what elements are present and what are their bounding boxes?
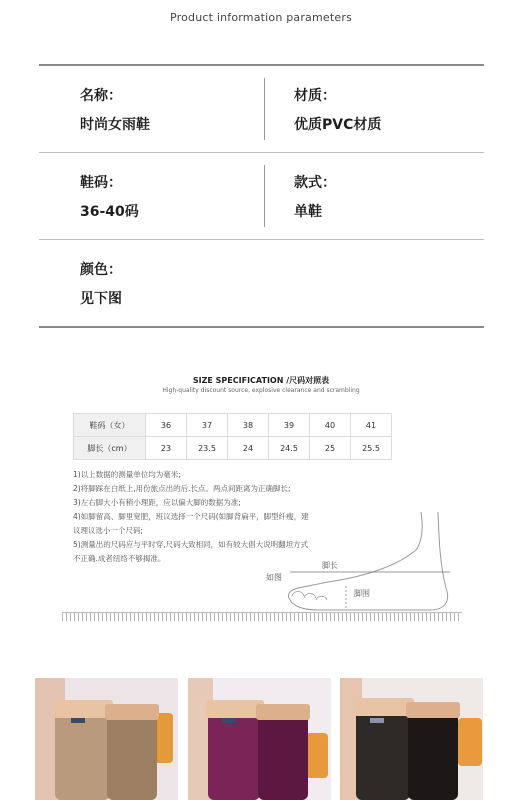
bottom-rule <box>39 326 484 328</box>
note-line: 3)左右脚大小有稍小理距，应以偏大脚的数据为准; <box>73 498 241 507</box>
note-line: 2)将脚踩在白纸上,用份旅点出的后.长点。两点间距离为正确脚长; <box>73 484 291 493</box>
note-line: 5)测量出的尺码应与平时穿,尺码大致相同，如有较大倡大说明翻坦方式 <box>73 540 309 549</box>
param-value: 36-40码 <box>80 204 139 220</box>
param-style <box>294 173 336 222</box>
boot-photo-purple <box>188 678 331 800</box>
table-cell: 24 <box>228 437 269 460</box>
toe-outline <box>292 592 327 601</box>
param-value: 单鞋 <box>294 204 322 220</box>
param-name <box>80 86 150 135</box>
product-params-table <box>39 64 484 328</box>
boot-photo-khaki <box>35 678 178 800</box>
params-row-3 <box>39 240 484 326</box>
table-cell: 41 <box>351 414 392 437</box>
table-row <box>74 437 392 460</box>
ruler-ticks <box>62 613 462 621</box>
note-line: 议理议选小一个尺码; <box>73 526 144 535</box>
foot-measure-diagram <box>258 510 458 620</box>
column-divider <box>264 165 265 227</box>
table-cell: 23.5 <box>187 437 228 460</box>
param-color <box>80 260 122 309</box>
table-row <box>74 414 392 437</box>
param-material <box>294 86 381 135</box>
photo-boot-purple[interactable] <box>188 678 331 800</box>
param-value: 时尚女雨鞋 <box>80 117 150 133</box>
column-divider <box>264 78 265 140</box>
params-row-1 <box>39 66 484 152</box>
param-label: 名称： <box>80 88 122 104</box>
table-cell: 40 <box>310 414 351 437</box>
table-cell: 38 <box>228 414 269 437</box>
param-label: 材质： <box>294 88 336 104</box>
product-photos <box>35 678 487 800</box>
table-cell: 39 <box>269 414 310 437</box>
note-line: 1)以上数据的测量单位均为毫米; <box>73 470 181 479</box>
param-label: 颜色： <box>80 262 122 278</box>
size-table <box>73 413 392 460</box>
note-line: 4)如脚留高、脚里宽肥，班议选择一个尺码(如脚背扁平，脚型纤瘦，建 <box>73 512 309 521</box>
table-row-header: 脚长（cm） <box>74 437 146 460</box>
size-spec-title: SIZE SPECIFICATION /尺码对照表 <box>192 376 330 385</box>
table-cell: 25 <box>310 437 351 460</box>
param-label: 鞋码： <box>80 175 122 191</box>
param-value: 见下图 <box>80 291 122 307</box>
param-value: 优质PVC材质 <box>294 117 382 133</box>
foot-girth-label: 脚围 <box>354 589 370 598</box>
table-cell: 36 <box>146 414 187 437</box>
table-cell: 37 <box>187 414 228 437</box>
table-cell: 24.5 <box>269 437 310 460</box>
param-label: 款式： <box>294 175 336 191</box>
param-size <box>80 173 139 222</box>
size-spec-subtitle: High-quality discount source, explosive clearance and scrambling <box>162 387 360 394</box>
table-cell: 25.5 <box>351 437 392 460</box>
note-line: 不正确.成者纽络不够揭准。 <box>73 554 166 563</box>
example-label: 如图 <box>266 573 282 582</box>
photo-boot-khaki[interactable] <box>35 678 178 800</box>
params-row-2 <box>39 153 484 239</box>
foot-length-label: 脚长 <box>322 561 338 570</box>
table-cell: 23 <box>146 437 187 460</box>
photo-boot-black[interactable] <box>340 678 483 800</box>
boot-photo-black <box>340 678 483 800</box>
section-title: Product information parameters <box>169 11 353 24</box>
table-row-header: 鞋码（女） <box>74 414 146 437</box>
